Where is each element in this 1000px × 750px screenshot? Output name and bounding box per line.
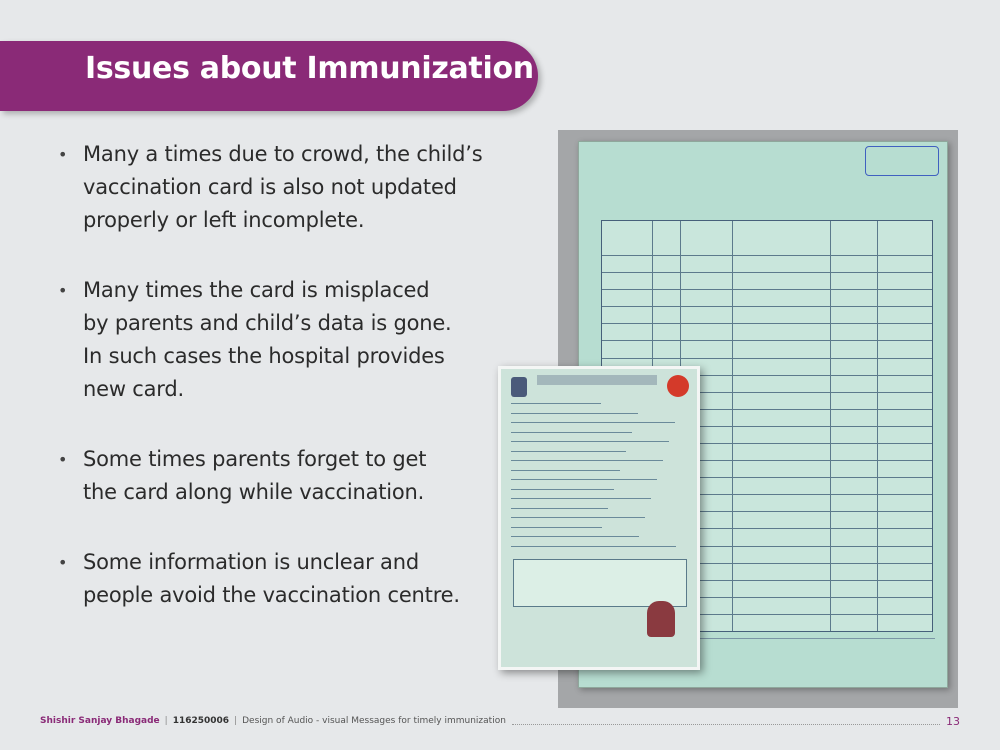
footer [40,713,960,729]
bullet-dot-icon: • [58,553,68,572]
footer-separator: | [234,716,238,726]
form-line [511,498,651,499]
footer-id: 116250006 [172,716,230,726]
new-vaccination-card-photo [498,366,700,670]
bullet-dot-icon: • [58,450,68,469]
form-line [511,413,638,414]
bullet-item [58,546,508,612]
form-line [511,508,608,509]
bullet-dot-icon: • [58,145,68,164]
form-line [511,441,669,442]
mother-child-illustration [647,601,675,637]
form-line [511,479,657,480]
form-line [511,536,639,537]
table-col-line [830,221,831,631]
form-line [511,470,620,471]
card-header-area [537,375,657,385]
footer-rule [512,718,940,725]
bullet-item [58,443,508,509]
bullet-dot-icon: • [58,281,68,300]
form-line [511,546,676,547]
bullet-list [58,138,508,649]
handwritten-stamp-mark [865,146,939,176]
footer-author: Shishir Sanjay Bhagade [40,716,160,726]
footer-separator: | [164,716,168,726]
form-line [511,527,602,528]
card-table-box [513,559,687,607]
form-line [511,432,632,433]
title-banner [0,41,538,111]
bullet-item [58,274,508,406]
form-line [511,422,675,423]
form-line [511,489,614,490]
bullet-text: Some times parents forget to get the card along while vaccination. [83,447,427,504]
table-col-line [877,221,878,631]
bullet-text: Some information is unclear and people avoid the vaccination centre. [83,550,460,607]
form-line [511,460,663,461]
form-line [511,403,601,404]
page-number: 13 [946,714,960,728]
bullet-text: Many times the card is misplaced by parents and child’s data is gone. In such cases the hospital provides new card. [83,278,452,401]
card-footnote-area [699,638,935,669]
footer-project: Design of Audio - visual Messages for timely immunization [242,716,506,726]
bullet-item [58,138,508,237]
table-col-line [732,221,733,631]
form-line [511,517,645,518]
emblem-icon [511,377,527,397]
bullet-text: Many a times due to crowd, the child’s vaccination card is also not updated properly or left incomplete. [83,142,483,232]
logo-icon [667,375,689,397]
slide-title: Issues about Immunization [85,51,534,86]
form-line [511,451,626,452]
